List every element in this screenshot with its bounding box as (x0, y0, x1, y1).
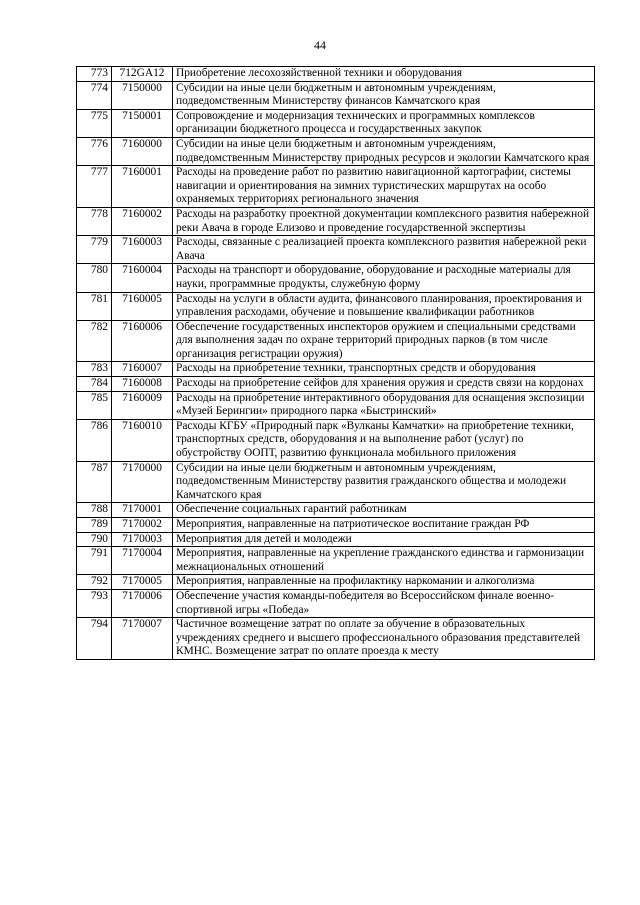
row-number: 774 (77, 81, 112, 109)
row-number: 792 (77, 575, 112, 590)
row-number: 786 (77, 419, 112, 461)
table-row (77, 391, 595, 419)
table-row (77, 109, 595, 137)
row-code: 7160004 (112, 264, 173, 292)
row-description: Расходы на проведение работ по развитию навигационной картографии, системы навигации и ориентирования на зимних туристических маршрутах на особо охраняемых территориях регионального значения (173, 166, 595, 208)
row-number: 773 (77, 67, 112, 82)
table-row (77, 362, 595, 377)
table-row (77, 547, 595, 575)
row-code: 7170002 (112, 518, 173, 533)
table-row (77, 503, 595, 518)
table-row (77, 207, 595, 235)
row-code: 7160010 (112, 419, 173, 461)
row-number: 787 (77, 461, 112, 503)
row-description: Сопровождение и модернизация технических и программных комплексов организации бюджетного процесса и государственных закупок (173, 109, 595, 137)
row-number: 780 (77, 264, 112, 292)
row-code: 7170004 (112, 547, 173, 575)
table-body (77, 67, 595, 660)
row-description: Мероприятия, направленные на укрепление гражданского единства и гармонизации межнациональных отношений (173, 547, 595, 575)
row-code: 7170007 (112, 618, 173, 660)
row-number: 788 (77, 503, 112, 518)
row-description: Расходы на услуги в области аудита, финансового планирования, проектирования и управления расходами, обучение и повышение квалификации работников (173, 292, 595, 320)
row-number: 781 (77, 292, 112, 320)
row-number: 785 (77, 391, 112, 419)
table-row (77, 589, 595, 617)
row-description: Мероприятия, направленные на патриотическое воспитание граждан РФ (173, 518, 595, 533)
row-number: 794 (77, 618, 112, 660)
table-row (77, 377, 595, 392)
table-row (77, 166, 595, 208)
table-row (77, 461, 595, 503)
row-number: 793 (77, 589, 112, 617)
row-description: Расходы на приобретение сейфов для хранения оружия и средств связи на кордонах (173, 377, 595, 392)
row-code: 7160008 (112, 377, 173, 392)
row-code: 7160002 (112, 207, 173, 235)
table-row (77, 575, 595, 590)
table-row (77, 532, 595, 547)
row-code: 7160007 (112, 362, 173, 377)
row-description: Обеспечение государственных инспекторов оружием и специальными средствами для выполнения задач по охране территорий природных парков (в том числе организация регистрации оружия) (173, 320, 595, 362)
row-code: 712GA12 (112, 67, 173, 82)
row-number: 791 (77, 547, 112, 575)
row-description: Мероприятия, направленные на профилактику наркомании и алкоголизма (173, 575, 595, 590)
table-row (77, 67, 595, 82)
row-description: Расходы КГБУ «Природный парк «Вулканы Камчатки» на приобретение техники, транспортных средств, оборудования и на выполнение работ (услуг) по обустройству ООПТ, развитию функционала мобильного приложения (173, 419, 595, 461)
row-number: 776 (77, 137, 112, 165)
table-row (77, 81, 595, 109)
row-code: 7170000 (112, 461, 173, 503)
row-description: Субсидии на иные цели бюджетным и автономным учреждениям, подведомственным Министерству финансов Камчатского края (173, 81, 595, 109)
row-description: Мероприятия для детей и молодежи (173, 532, 595, 547)
page-number: 44 (314, 38, 326, 52)
row-description: Обеспечение участия команды-победителя во Всероссийском финале военно-спортивной игры «Победа» (173, 589, 595, 617)
row-description: Субсидии на иные цели бюджетным и автономным учреждениям, подведомственным Министерству природных ресурсов и экологии Камчатского края (173, 137, 595, 165)
row-number: 782 (77, 320, 112, 362)
row-number: 778 (77, 207, 112, 235)
row-code: 7170003 (112, 532, 173, 547)
row-description: Расходы на приобретение интерактивного оборудования для оснащения экспозиции «Музей Берингии» природного парка «Быстринский» (173, 391, 595, 419)
row-number: 790 (77, 532, 112, 547)
table-row (77, 518, 595, 533)
budget-codes-table (76, 66, 595, 660)
table-row (77, 264, 595, 292)
row-number: 779 (77, 236, 112, 264)
row-code: 7170006 (112, 589, 173, 617)
row-description: Расходы на разработку проектной документации комплексного развития набережной реки Авача в городе Елизово и проведение государственной экспертизы (173, 207, 595, 235)
row-number: 783 (77, 362, 112, 377)
row-number: 789 (77, 518, 112, 533)
table-row (77, 292, 595, 320)
row-description: Расходы, связанные с реализацией проекта комплексного развития набережной реки Авача (173, 236, 595, 264)
row-code: 7160000 (112, 137, 173, 165)
table-row (77, 618, 595, 660)
row-description: Приобретение лесохозяйственной техники и оборудования (173, 67, 595, 82)
table-row (77, 419, 595, 461)
row-description: Расходы на транспорт и оборудование, оборудование и расходные материалы для науки, программные продукты, служебную форму (173, 264, 595, 292)
row-number: 775 (77, 109, 112, 137)
table-row (77, 236, 595, 264)
row-code: 7150000 (112, 81, 173, 109)
table-row (77, 320, 595, 362)
row-number: 777 (77, 166, 112, 208)
row-code: 7170005 (112, 575, 173, 590)
row-description: Субсидии на иные цели бюджетным и автономным учреждениям, подведомственным Министерству развития гражданского общества и молодежи Камчатского края (173, 461, 595, 503)
row-code: 7160005 (112, 292, 173, 320)
row-code: 7150001 (112, 109, 173, 137)
row-description: Расходы на приобретение техники, транспортных средств и оборудования (173, 362, 595, 377)
row-description: Частичное возмещение затрат по оплате за обучение в образовательных учреждениях среднего и высшего профессионального образования представителей КМНС. Возмещение затрат по оплате проезда к месту (173, 618, 595, 660)
table-row (77, 137, 595, 165)
row-description: Обеспечение социальных гарантий работникам (173, 503, 595, 518)
row-code: 7170001 (112, 503, 173, 518)
row-code: 7160009 (112, 391, 173, 419)
row-code: 7160003 (112, 236, 173, 264)
row-code: 7160006 (112, 320, 173, 362)
row-number: 784 (77, 377, 112, 392)
row-code: 7160001 (112, 166, 173, 208)
